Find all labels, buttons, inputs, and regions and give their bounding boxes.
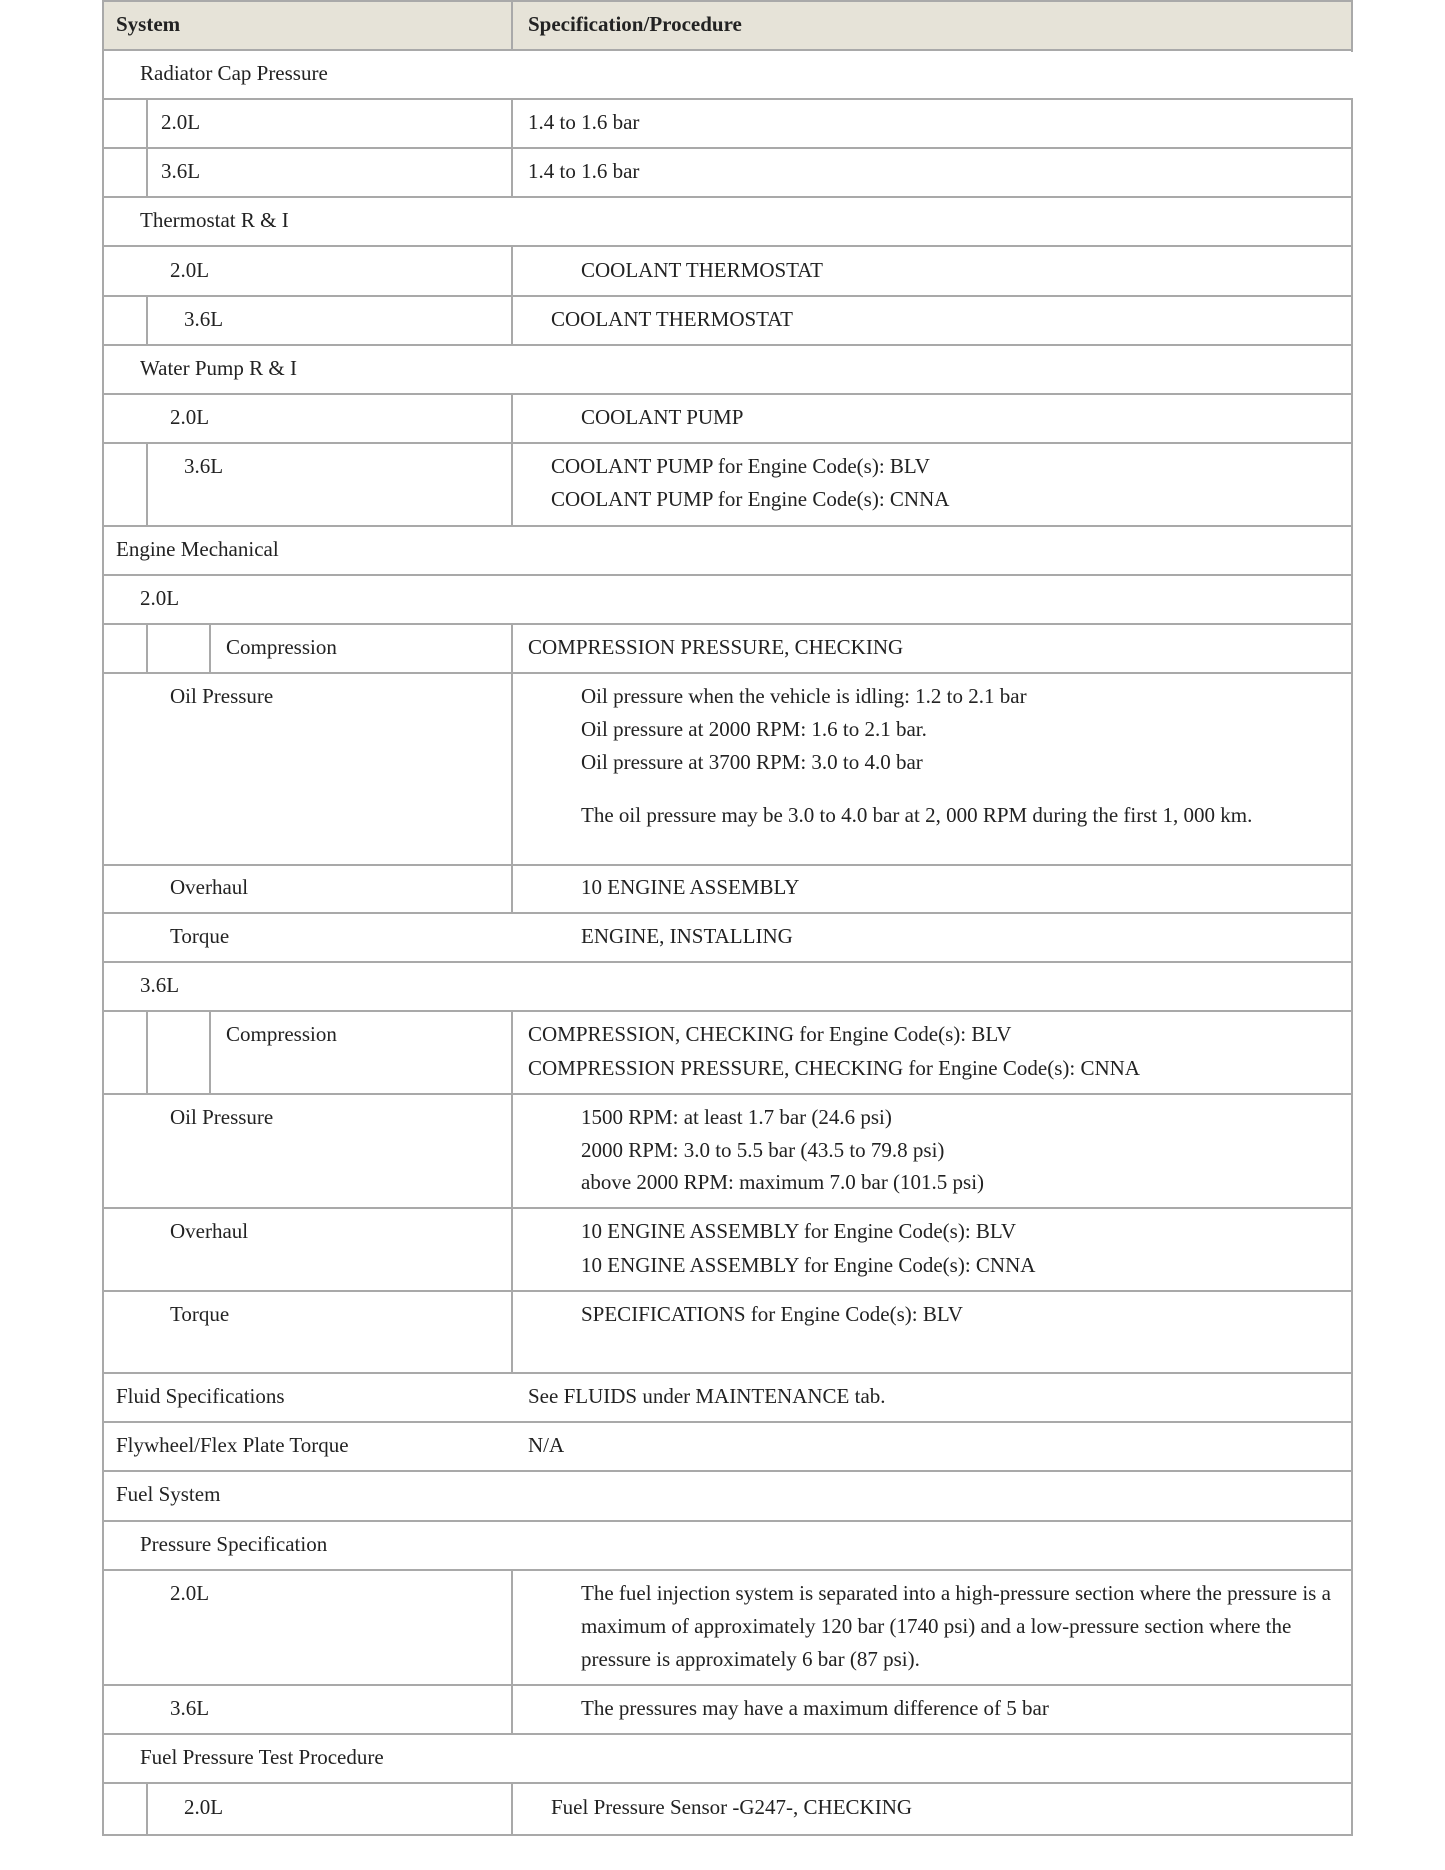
- row-spec: See FLUIDS under MAINTENANCE tab.: [528, 1384, 886, 1408]
- row-divider: [102, 961, 1353, 963]
- row-divider: [102, 672, 1353, 674]
- row-label: 2.0L: [170, 1581, 210, 1605]
- row-label: Radiator Cap Pressure: [140, 61, 328, 85]
- row-spec: Oil pressure at 3700 RPM: 3.0 to 4.0 bar: [581, 750, 923, 774]
- row-spec-note: The oil pressure may be 3.0 to 4.0 bar at 2, 000 RPM during the first 1, 000 km.: [581, 803, 1253, 827]
- row-spec: 1.4 to 1.6 bar: [528, 110, 640, 134]
- row-spec: COMPRESSION, CHECKING for Engine Code(s): BLV: [528, 1022, 1012, 1046]
- section-label: Engine Mechanical: [116, 537, 279, 561]
- row-divider: [102, 1372, 1353, 1374]
- row-spec: COMPRESSION PRESSURE, CHECKING for Engine Code(s): CNNA: [528, 1056, 1140, 1080]
- column-divider: [511, 98, 513, 197]
- row-spec: The fuel injection system is separated into a high-pressure section where the pressure is a maximum of approximately 120 bar (1740 psi) and a low-pressure section where the pressure is approximately 6 bar (87 psi).: [581, 1581, 1331, 1671]
- row-spec: 2000 RPM: 3.0 to 5.5 bar (43.5 to 79.8 psi): [581, 1138, 945, 1162]
- row-divider: [102, 147, 1353, 149]
- row-spec: SPECIFICATIONS for Engine Code(s): BLV: [581, 1302, 963, 1326]
- row-label: Oil Pressure: [170, 1105, 274, 1129]
- row-spec: 1.4 to 1.6 bar: [528, 159, 640, 183]
- row-divider: [102, 1093, 1353, 1095]
- row-spec: COOLANT PUMP for Engine Code(s): BLV: [551, 454, 930, 478]
- row-label: Torque: [170, 924, 230, 948]
- section-label: Fluid Specifications: [116, 1384, 285, 1408]
- row-divider: [102, 1290, 1353, 1292]
- header-spec: Specification/Procedure: [528, 12, 742, 36]
- row-spec: COMPRESSION PRESSURE, CHECKING: [528, 635, 904, 659]
- row-label: Oil Pressure: [170, 684, 274, 708]
- row-divider: [102, 1782, 1353, 1784]
- column-divider: [146, 1010, 148, 1094]
- row-label: Water Pump R & I: [140, 356, 297, 380]
- row-divider: [102, 245, 1353, 247]
- row-spec: Oil pressure at 2000 RPM: 1.6 to 2.1 bar.: [581, 717, 927, 741]
- column-divider: [146, 98, 148, 197]
- row-spec: COOLANT THERMOSTAT: [581, 258, 823, 282]
- row-label: 2.0L: [140, 586, 180, 610]
- column-divider: [511, 1569, 513, 1734]
- row-spec: 10 ENGINE ASSEMBLY for Engine Code(s): CNNA: [581, 1253, 1036, 1277]
- column-divider: [146, 623, 148, 673]
- row-divider: [102, 98, 1353, 100]
- row-label: 3.6L: [184, 454, 224, 478]
- row-spec: Fuel Pressure Sensor -G247-, CHECKING: [551, 1795, 913, 1819]
- row-divider: [102, 1733, 1353, 1735]
- row-spec: 10 ENGINE ASSEMBLY: [581, 875, 800, 899]
- row-label: 2.0L: [161, 110, 201, 134]
- row-label: Overhaul: [170, 875, 249, 899]
- row-spec: ENGINE, INSTALLING: [581, 924, 793, 948]
- section-label: Fuel System: [116, 1482, 221, 1506]
- table-left-border: [102, 0, 104, 1836]
- row-label: 2.0L: [170, 405, 210, 429]
- row-divider: [102, 295, 1353, 297]
- row-divider: [102, 574, 1353, 576]
- column-divider: [511, 1782, 513, 1836]
- row-label: 2.0L: [170, 258, 210, 282]
- row-divider: [102, 1569, 1353, 1571]
- row-label: 3.6L: [184, 307, 224, 331]
- table-right-border: [1351, 0, 1353, 52]
- row-divider: [102, 1520, 1353, 1522]
- row-divider: [102, 442, 1353, 444]
- row-divider: [102, 344, 1353, 346]
- row-spec: COOLANT PUMP: [581, 405, 744, 429]
- row-label: 3.6L: [170, 1696, 210, 1720]
- row-label: 3.6L: [140, 973, 180, 997]
- row-divider: [102, 525, 1353, 527]
- row-divider: [102, 1207, 1353, 1209]
- row-spec: Oil pressure when the vehicle is idling: 1.2 to 2.1 bar: [581, 684, 1027, 708]
- row-spec: 1500 RPM: at least 1.7 bar (24.6 psi): [581, 1105, 892, 1129]
- column-divider: [511, 393, 513, 526]
- column-divider: [146, 1782, 148, 1836]
- row-divider: [102, 1470, 1353, 1472]
- row-label: Fuel Pressure Test Procedure: [140, 1745, 384, 1769]
- row-divider: [102, 623, 1353, 625]
- row-divider: [102, 393, 1353, 395]
- section-label: Flywheel/Flex Plate Torque: [116, 1433, 349, 1457]
- column-divider: [209, 1010, 211, 1094]
- row-label: Compression: [226, 635, 337, 659]
- row-spec: The pressures may have a maximum difference of 5 bar: [581, 1696, 1049, 1720]
- row-divider: [102, 1684, 1353, 1686]
- row-spec: 10 ENGINE ASSEMBLY for Engine Code(s): BLV: [581, 1219, 1016, 1243]
- row-spec: COOLANT PUMP for Engine Code(s): CNNA: [551, 487, 950, 511]
- table-right-border: [1351, 98, 1353, 1836]
- row-label: Compression: [226, 1022, 337, 1046]
- column-divider: [511, 245, 513, 345]
- row-divider: [102, 1834, 1353, 1836]
- row-divider: [102, 912, 1353, 914]
- row-label: Pressure Specification: [140, 1532, 328, 1556]
- column-divider: [511, 1010, 513, 1373]
- row-label: Thermostat R & I: [140, 208, 289, 232]
- row-label: 2.0L: [184, 1795, 224, 1819]
- column-divider: [146, 442, 148, 526]
- row-spec: N/A: [528, 1433, 565, 1457]
- row-spec: above 2000 RPM: maximum 7.0 bar (101.5 psi): [581, 1170, 985, 1194]
- row-divider: [102, 864, 1353, 866]
- row-divider: [102, 1421, 1353, 1423]
- column-divider: [146, 295, 148, 345]
- row-label: 3.6L: [161, 159, 201, 183]
- row-label: Overhaul: [170, 1219, 249, 1243]
- row-divider: [102, 196, 1353, 198]
- column-divider: [511, 623, 513, 913]
- column-divider: [511, 0, 513, 51]
- row-divider: [102, 1010, 1353, 1012]
- row-spec: COOLANT THERMOSTAT: [551, 307, 793, 331]
- row-label: Torque: [170, 1302, 230, 1326]
- column-divider: [209, 623, 211, 673]
- header-system: System: [116, 12, 181, 36]
